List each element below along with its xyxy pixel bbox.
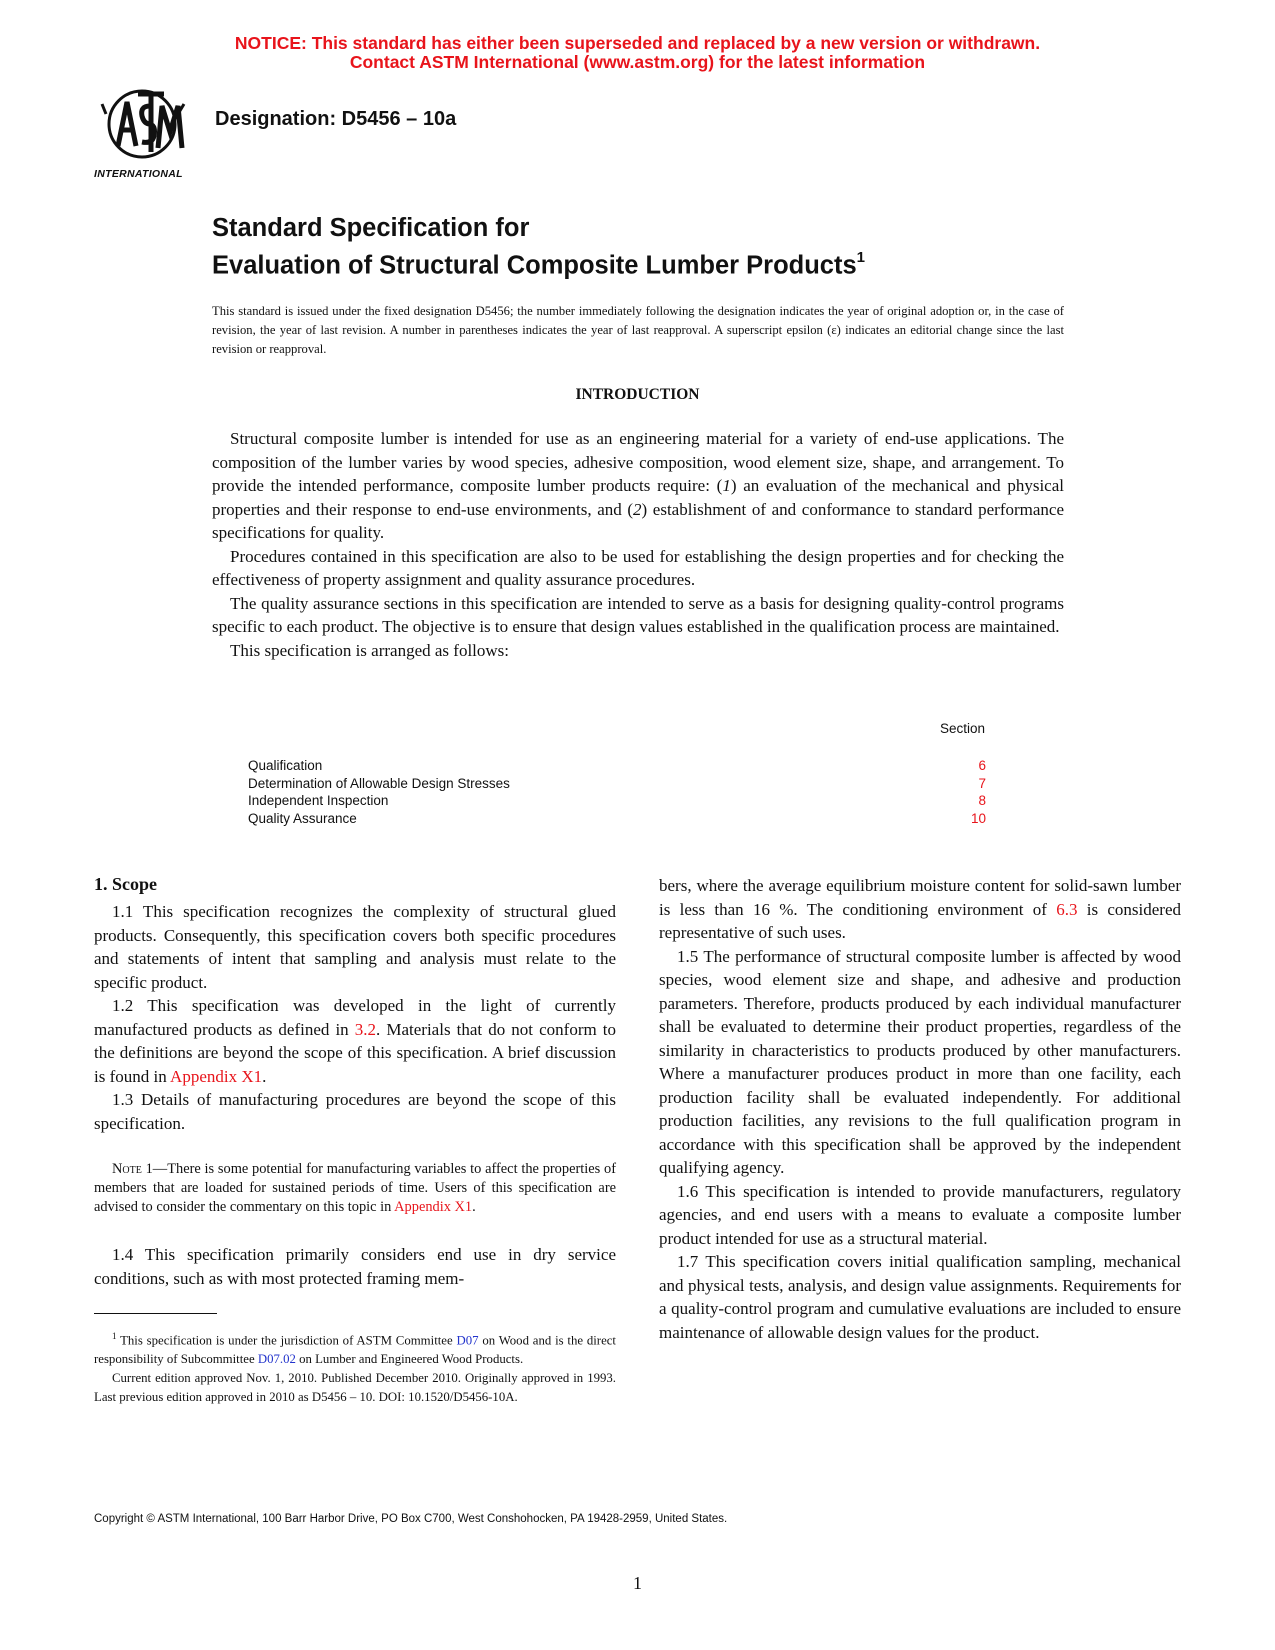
intro-paragraph-2: Procedures contained in this specification are also to be used for establishing the design properties and for checking the effectiveness of property assignment and quality assurance procedures. <box>212 546 1064 589</box>
footnote-edition: Current edition approved Nov. 1, 2010. Published December 2010. Originally approved in 1993. Last previous edition approved in 2010 as D5456 – 10. DOI: 10.1520/D5456-10A. <box>94 1371 616 1405</box>
section-1-4-start: 1.4 This specification primarily considers end use in dry service conditions, such as with most protected framing mem- <box>94 1245 616 1288</box>
toc-section-link[interactable]: 7 <box>978 775 986 791</box>
title-footnote-mark[interactable]: 1 <box>856 249 866 266</box>
note-end: . <box>472 1199 476 1215</box>
toc-label: Independent Inspection <box>248 793 389 808</box>
introduction-body <box>212 427 1064 662</box>
logo-wordmark: INTERNATIONAL <box>94 168 183 180</box>
section-3-2-link[interactable]: 3.2 <box>354 1019 377 1039</box>
footnote-a: This specification is under the jurisdiction of ASTM Committee <box>116 1333 457 1348</box>
copyright: Copyright © ASTM International, 100 Barr Harbor Drive, PO Box C700, West Conshohocken, PA 19428-2959, United States. <box>94 1513 728 1525</box>
page-number: 1 <box>633 1573 642 1593</box>
toc-section-link[interactable]: 6 <box>978 758 986 773</box>
document-title <box>212 213 865 282</box>
note-1 <box>94 1160 616 1217</box>
section-1-4-cont <box>659 874 1181 945</box>
section-1-7: 1.7 This specification covers initial qualification sampling, mechanical and physical tests, analysis, and design value assignments. Requirements for a quality-control program and cumulative evaluations are included to ensure maintenance of allowable design values for the product. <box>659 1252 1181 1342</box>
title-line-1: Standard Specification for <box>212 214 530 242</box>
s1-4-text: bers, where the average equilibrium moisture content for solid-sawn lumber is less than 16 %. The conditioning environment of <box>659 876 1181 919</box>
note-text: 1—There is some potential for manufacturing variables to affect the properties of members that are loaded for sustained periods of time. Users of this specification are advised to consider the commentary on this topic in <box>94 1161 616 1215</box>
left-column <box>94 900 616 1135</box>
toc-section-link[interactable]: 10 <box>970 810 986 826</box>
committee-d07-link[interactable]: D07 <box>456 1333 479 1348</box>
section-6-3-link[interactable]: 6.3 <box>1056 899 1078 919</box>
section-1-2 <box>94 994 616 1088</box>
withdrawal-notice <box>0 34 1275 72</box>
footnote-divider <box>94 1313 217 1314</box>
designation: Designation: D5456 – 10a <box>215 108 457 130</box>
intro-p1-a: Structural composite lumber is intended for use as an engineering material for a variety of end-use applications. The composition of the lumber varies by wood species, adhesive composition, wood element size, shape, and arrangement. To provide the intended performance, composite lumber products require: ( <box>212 429 1064 495</box>
section-1-5: 1.5 The performance of structural composite lumber is affected by wood species, wood element size and shape, and adhesive and production parameters. Therefore, products produced by each individual manufacturer shall be evaluated to determine their product properties, regardless of the similarity in characteristics to products produced by other manufacturers. Where a manufacturer produces product in more than one facility, each production facility shall be evaluated independently. For additional production facilities, any revisions to the full qualification program in accordance with this specification shall be approved by the independent qualifying agency. <box>659 946 1181 1177</box>
intro-paragraph-3: The quality assurance sections in this specification are intended to serve as a basis for designing quality-control programs specific to each product. The objective is to ensure that design values established in the qualification process are maintained. <box>212 593 1064 636</box>
left-column-bottom <box>94 1243 616 1290</box>
title-line-2 <box>212 244 865 282</box>
s1-2-b: . Materials that do not conform to the definitions are beyond the scope of this specification. A brief discussion is found in <box>94 1019 617 1086</box>
toc-row[interactable] <box>248 810 986 828</box>
toc-label: Qualification <box>248 758 323 773</box>
subcommittee-d07-02-link[interactable]: D07.02 <box>257 1352 296 1367</box>
toc-row[interactable] <box>248 792 986 810</box>
intro-p1-item1: 1 <box>722 476 731 495</box>
introduction-heading: INTRODUCTION <box>575 386 700 403</box>
toc-label: Determination of Allowable Design Stresses <box>248 775 510 791</box>
notice-line-2: Contact ASTM International (www.astm.org) for the latest information <box>349 52 926 72</box>
footnote-mark: 1 <box>112 1331 117 1341</box>
note-label: Note <box>112 1161 142 1177</box>
scope-heading: 1. Scope <box>94 874 157 894</box>
toc-row[interactable] <box>248 757 986 775</box>
toc-row[interactable] <box>248 775 986 793</box>
footnote-c: on Lumber and Engineered Wood Products. <box>295 1352 524 1367</box>
toc-label: Quality Assurance <box>248 810 357 826</box>
s1-4-end: is considered representative of such uses. <box>659 899 1181 942</box>
issuance-statement: This standard is issued under the fixed designation D5456; the number immediately following the designation indicates the year of original adoption or, in the case of revision, the year of last revision. A number in parentheses indicates the year of last reapproval. A superscript epsilon (ε) indicates an editorial change since the last revision or reapproval. <box>212 304 1064 356</box>
footnote-b: on Wood and is the direct responsibility of Subcommittee <box>94 1333 616 1367</box>
intro-p1-c: ) establishment of and conformance to standard performance specifications for quality. <box>212 499 1064 542</box>
footnote-1 <box>94 1327 616 1369</box>
section-1-6: 1.6 This specification is intended to provide manufacturers, regulatory agencies, and end users with a means to evaluate a composite lumber product intended for use as a structural material. <box>659 1181 1181 1248</box>
s1-2-c: . <box>262 1066 267 1086</box>
s1-2-a: 1.2 This specification was developed in the light of currently manufactured products as defined in <box>94 996 616 1039</box>
section-1-1: 1.1 This specification recognizes the complexity of structural glued products. Consequently, this specification covers both specific procedures and statements of intent that sampling and analysis must relate to the specific product. <box>94 902 616 992</box>
intro-p1-item2: 2 <box>633 499 642 519</box>
footnote <box>94 1327 616 1407</box>
toc-section-link[interactable]: 8 <box>978 793 986 808</box>
right-column <box>659 874 1181 1344</box>
appendix-x1-link[interactable]: Appendix X1 <box>170 1066 263 1086</box>
toc-section-heading: Section <box>940 721 986 736</box>
intro-p1-b: ) an evaluation of the mechanical and physical properties and their response to end-use environments, and ( <box>212 476 1064 519</box>
notice-line-1: NOTICE: This standard has either been superseded and replaced by a new version or withdrawn. <box>234 33 1041 53</box>
intro-paragraph-4: This specification is arranged as follows: <box>230 640 510 660</box>
note-appendix-x1-link[interactable]: Appendix X1 <box>394 1199 473 1215</box>
astm-logo <box>92 84 196 184</box>
section-1-3: 1.3 Details of manufacturing procedures are beyond the scope of this specification. <box>94 1090 616 1133</box>
intro-paragraph-1 <box>212 427 1064 545</box>
title-line-2-text: Evaluation of Structural Composite Lumber Products <box>212 251 857 280</box>
